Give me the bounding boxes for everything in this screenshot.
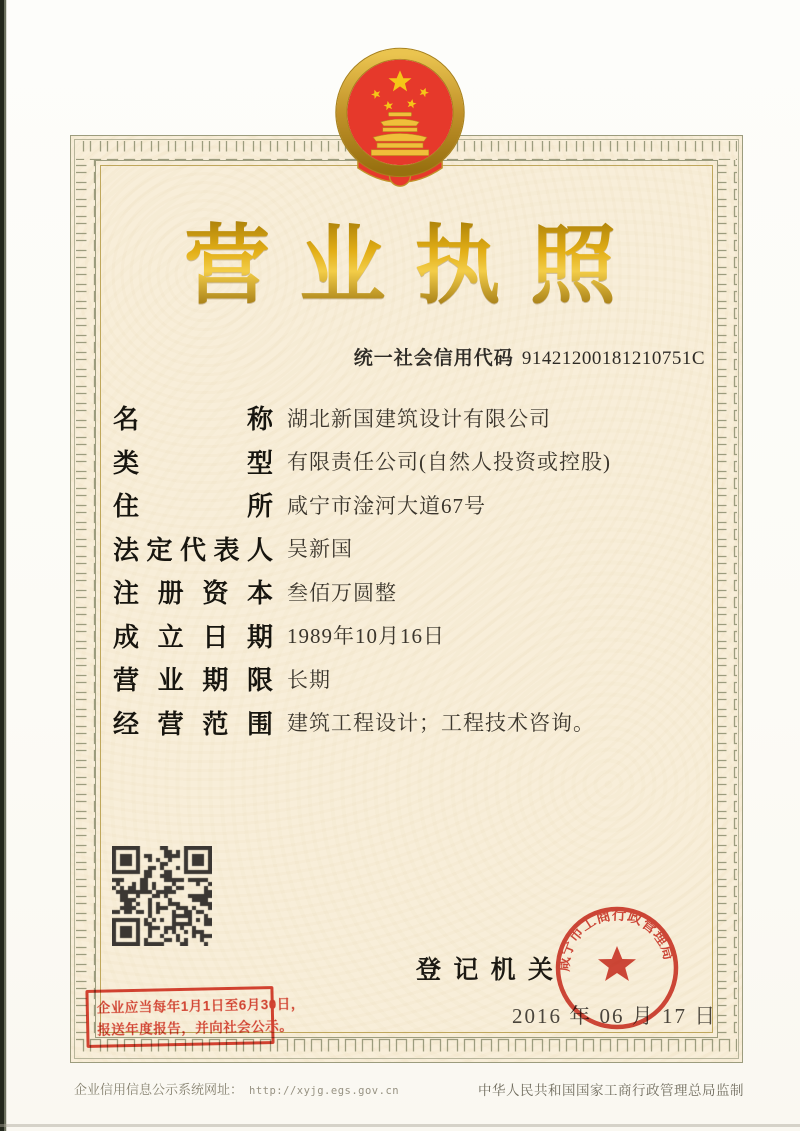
- field-row-business-scope: [113, 701, 705, 745]
- field-row-name: [113, 396, 705, 440]
- credit-code-value: 91421200181210751C: [521, 348, 705, 369]
- footer-credit-system: [74, 1079, 399, 1099]
- field-value-business-scope: 建筑工程设计；工程技术咨询。: [287, 711, 595, 736]
- license-qr-code: [112, 846, 212, 946]
- field-value-name: 湖北新国建筑设计有限公司: [287, 406, 551, 431]
- field-label-type: 类 型: [113, 447, 273, 478]
- field-value-establishment-date: 1989年10月16日: [287, 624, 445, 649]
- notice-line-2: 报送年度报告，并向社会公示。: [97, 1018, 294, 1038]
- notice-line-1: 企业应当每年1月1日至6月30日，: [96, 996, 305, 1016]
- field-label-address: 住 所: [113, 491, 273, 522]
- field-label-establishment-date: 成 立 日 期: [113, 621, 273, 652]
- seal-text: 咸宁市工商行政管理局: [556, 907, 677, 973]
- field-value-registered-capital: 叁佰万圆整: [287, 580, 397, 605]
- field-label-legal-representative: 法 定 代 表 人: [113, 534, 273, 565]
- field-value-address: 咸宁市淦河大道67号: [287, 493, 486, 518]
- scanner-edge-artifact: [0, 0, 7, 1131]
- license-fields: [113, 396, 705, 744]
- credit-code-row: [354, 343, 705, 370]
- field-row-legal-representative: [113, 527, 705, 571]
- scanner-bottom-line-artifact: [0, 1124, 800, 1127]
- credit-code-label: 统一社会信用代码: [353, 348, 514, 369]
- field-label-name: 名 称: [113, 404, 273, 435]
- field-value-legal-representative: 吴新国: [287, 537, 353, 562]
- field-label-registered-capital: 注 册 资 本: [113, 578, 273, 609]
- field-row-registered-capital: [113, 570, 705, 614]
- field-row-establishment-date: [113, 614, 705, 658]
- red-star-icon: [598, 946, 636, 981]
- field-value-business-term: 长期: [287, 667, 331, 692]
- field-row-address: [113, 483, 705, 527]
- footer-site-label: 企业信用信息公示系统网址：: [74, 1082, 244, 1097]
- registration-date: 2016 年 06 月 17 日: [512, 1004, 718, 1028]
- footer-issuer: 中华人民共和国国家工商行政管理总局监制: [478, 1083, 744, 1098]
- field-value-type: 有限责任公司(自然人投资或控股): [287, 450, 611, 475]
- field-label-business-scope: 经 营 范 围: [113, 708, 273, 739]
- field-row-business-term: [113, 657, 705, 701]
- field-label-business-term: 营 业 期 限: [113, 665, 273, 696]
- registrar-seal: [552, 904, 682, 1034]
- field-row-type: [113, 440, 705, 484]
- prc-national-emblem-icon: [333, 44, 467, 200]
- license-title: 营 业 执 照: [184, 218, 616, 314]
- footer-site-url: http://xyjg.egs.gov.cn: [249, 1085, 400, 1097]
- annual-report-notice-stamp: [85, 986, 305, 1048]
- registration-authority-label: 登 记 机 关: [416, 956, 553, 984]
